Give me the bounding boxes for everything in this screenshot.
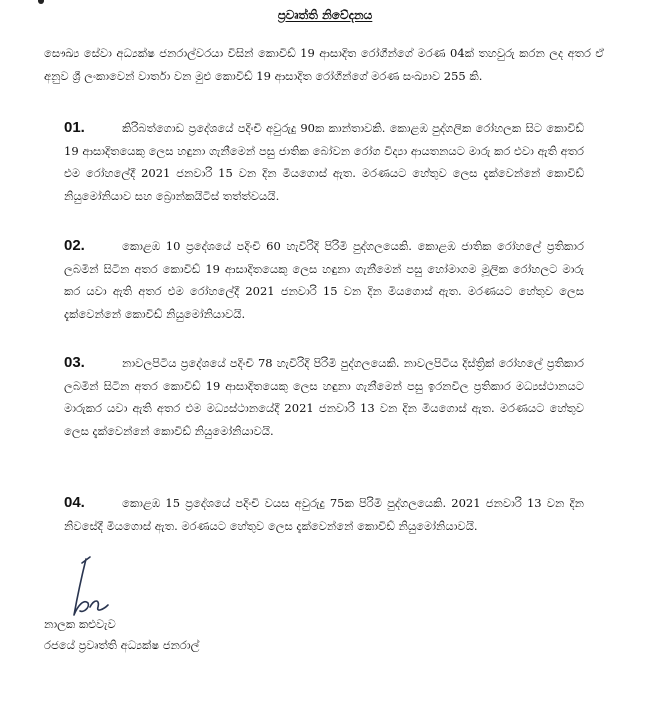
- item-text: කිරිබත්ගොඩ ප්‍රදේශයේ පදිංචි අවුරුදු 90ක කාන්තාවකි. කොළඹ පුද්ගලික රෝහලක සිට කොවිඩ් 19 ආසාදිතයෙකු ලෙස හඳුනා ගැනීමෙන් පසු ජාතික බෝවන රෝග විද්‍යා ආයතනයට මාරු කර එවා ඇති අතර එම රෝහලේදී 2021 ජනවාරි 15 වන දින මියගොස් ඇත. මරණයට හේතුව ලෙස දැක්වෙන්නේ කොවිඩ් නියුමෝනියාව සහ බ්‍රොන්කයිටිස් තත්ත්වයයි.: [64, 121, 584, 203]
- page-title: ප්‍රවෘත්ති නිවේදනය: [277, 8, 373, 22]
- item-number: 03.: [64, 354, 85, 371]
- item-number: 01.: [64, 119, 85, 136]
- item-text: කොළඹ 15 ප්‍රදේශයේ පදිංචි වයස අවුරුදු 75ක පිරිමි පුද්ගලයෙකි. 2021 ජනවාරි 13 වන දින නිවසේදී මියගොස් ඇත. මරණයට හේතුව ලෙස දැක්වෙන්නේ කොවිඩ් නියුමෝනියාවයි.: [64, 496, 584, 533]
- signer-title: රජයේ ප්‍රවෘත්ති අධ්‍යක්ෂ ජනරාල්: [44, 638, 200, 652]
- signature-block: [44, 614, 199, 656]
- page-corner-mark: [38, 0, 44, 4]
- list-item: [64, 492, 584, 537]
- list-item: [64, 235, 584, 325]
- item-paragraph: [64, 235, 584, 325]
- item-number: 04.: [64, 494, 85, 511]
- intro-paragraph: සෞඛ්‍ය සේවා අධ්‍යක්ෂ ජනරාල්වරයා විසින් කොවිඩ් 19 ආසාදිත රෝගීන්ගේ මරණ 04ක් තහවුරු කරන ලද අතර ඒ අනුව ශ්‍රී ලංකාවෙන් වාර්තා වන මුළු කොවිඩ් 19 ආසාදිත රෝගීන්ගේ මරණ සංඛ්‍යාව 255 කි.: [44, 46, 604, 83]
- signer-name: නාලක කළුවැව: [44, 617, 116, 631]
- list-item: [64, 117, 584, 207]
- list-item: [64, 352, 584, 442]
- item-number: 02.: [64, 237, 85, 254]
- item-paragraph: [64, 352, 584, 442]
- item-text: නාවලපිටිය ප්‍රදේශයේ පදිංචි 78 හැවිරිදි පිරිමි පුද්ගලයෙකි. නාවලපිටිය දිස්ත්‍රික් රෝහලේ ප්‍රතිකාර ලබමින් සිටින අතර කොවිඩ් 19 ආසාදිතයෙකු ලෙස හඳුනා ගැනීමෙන් පසු ඉරනවිල ප්‍රතිකාර මධ්‍යස්ථානයට මාරුකර යවා ඇති අතර එම මධ්‍යස්ථානයේදී 2021 ජනවාරි 13 වන දින මියගොස් ඇත. මරණයට හේතුව ලෙස දැක්වෙන්නේ කොවිඩ් නියුමෝනියාවයි.: [64, 356, 584, 438]
- item-paragraph: [64, 117, 584, 207]
- item-paragraph: [64, 492, 584, 537]
- item-text: කොළඹ 10 ප්‍රදේශයේ පදිංචි 60 හැවිරිදි පිරිමි පුද්ගලයෙකි. කොළඹ ජාතික රෝහලේ ප්‍රතිකාර ලබමින් සිටින අතර කොවිඩ් 19 ආසාදිතයෙකු ලෙස හඳුනා ගැනීමෙන් පසු හෝමාගම මූලික රෝහලට මාරු කර යවා ඇති අතර එම රෝහලේදී 2021 ජනවාරි 15 වන දින මියගොස් ඇත. මරණයට හේතුව ලෙස දැක්වෙන්නේ කොවිඩ් නියුමෝනියාවයි.: [64, 239, 584, 321]
